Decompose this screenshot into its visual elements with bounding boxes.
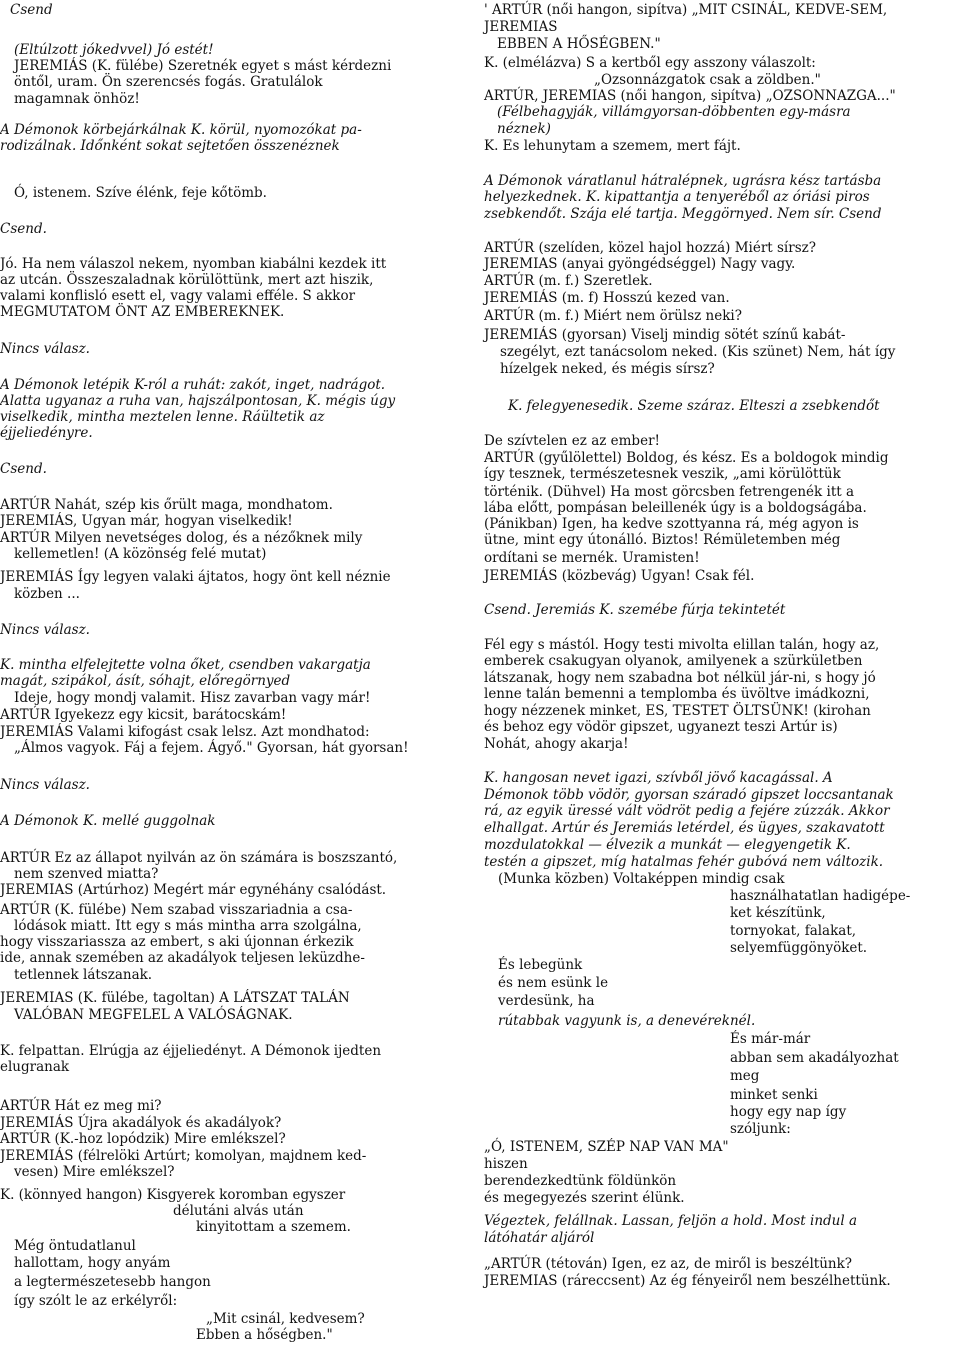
text-line: EBBEN A HŐSÉGBEN."	[497, 36, 661, 52]
text-line: K. mintha elfelejtette volna őket, csendben vakargatja	[0, 657, 371, 673]
text-line: rodizálnak. Időnként sokat sejtetően összenéznek	[0, 138, 340, 154]
text-line: JEREMIAS (Artúrhoz) Megért már egynéhány csalódást.	[0, 882, 387, 898]
text-line: (Félbehagyják, villámgyorsan-döbbenten egy-másra	[497, 104, 851, 120]
text-line: De szívtelen ez az ember!	[484, 433, 660, 449]
text-line: ' ARTÚR (női hangon, sipítva) „MIT CSINÁL, KEDVE-SEM,	[484, 2, 888, 18]
text-line: hogy visszariassza az embert, s aki újonnan érkezik	[0, 934, 354, 950]
text-line: néznek)	[497, 121, 551, 137]
text-line: ARTÚR (m. f.) Miért nem örülsz neki?	[484, 308, 742, 324]
text-line: délutáni alvás után	[173, 1203, 304, 1219]
text-line: Csend. Jeremiás K. szemébe fúrja tekintetét	[484, 602, 786, 618]
text-line: ARTÚR (gyűlölettel) Boldog, és kész. Es a boldogok mindig	[484, 450, 889, 466]
text-line: verdesünk, ha	[498, 993, 595, 1009]
text-line: így tesznek, természetesnek veszik, „ami körülöttük	[484, 466, 841, 482]
text-line: VALÓBAN MEGFELEL A VALÓSÁGNAK.	[14, 1007, 293, 1023]
text-line: K. felegyenesedik. Szeme száraz. Elteszi a zsebkendőt	[508, 398, 880, 414]
text-line: (Eltúlzott jókedvvel) Jó estét!	[14, 42, 214, 58]
text-line: ARTÚR (szelíden, közel hajol hozzá) Miért sírsz?	[484, 240, 816, 256]
text-line: helyezkednek. K. kipattantja a tenyeréből az óriási piros	[484, 189, 870, 205]
text-line: elugranak	[0, 1059, 70, 1075]
text-line: Csend.	[0, 461, 47, 477]
text-line: „Mit csinál, kedvesem?	[206, 1311, 365, 1327]
text-line: elhallgat. Artúr és Jeremiás letérdel, és ügyes, szakavatott	[484, 820, 885, 836]
text-line: Csend.	[0, 221, 47, 237]
text-line: Nincs válasz.	[0, 341, 90, 357]
text-line: A Démonok váratlanul hátralépnek, ugrásra kész tartásba	[484, 173, 882, 189]
text-line: tetlennek látszanak.	[14, 967, 153, 983]
text-line: és behoz egy vödör gipszet, ugyanezt teszi Artúr is)	[484, 719, 838, 735]
text-line: Ó, istenem. Szíve élénk, feje kőtömb.	[14, 185, 267, 201]
text-line: ARTÚR Hát ez meg mi?	[0, 1098, 162, 1114]
text-line: ARTÚR, JEREMIAS (női hangon, sipítva) „OZSONNAZGA..."	[484, 88, 896, 104]
text-line: Nohát, ahogy akarja!	[484, 736, 629, 752]
text-line: A Démonok körbejárkálnak K. körül, nyomozókat pa-	[0, 122, 362, 138]
text-line: „Ó, ISTENEM, SZÉP NAP VAN MA"	[484, 1139, 729, 1155]
text-line: JEREMIÁS (félrelöki Artúrt; komolyan, majdnem ked-	[0, 1148, 367, 1164]
text-line: az utcán. Összeszaladnak körülöttünk, mert azt hiszik,	[0, 272, 374, 288]
text-line: kellemetlen! (A közönség felé mutat)	[14, 546, 267, 562]
text-line: magamnak önhöz!	[14, 91, 140, 107]
text-line: ARTÚR Milyen nevetséges dolog, és a nézőknek mily	[0, 530, 363, 546]
text-line: tornyokat, falakat,	[730, 923, 857, 939]
text-line: használhatatlan hadigépe-	[730, 888, 911, 904]
text-line: JEREMIÁS (K. fülébe) Szeretnék egyet s mást kérdezni	[14, 58, 392, 74]
text-line: ARTÚR (m. f.) Szeretlek.	[484, 273, 653, 289]
text-line: emberek csakugyan olyanok, amilyenek a szürkületben	[484, 653, 863, 669]
text-line: hiszen	[484, 1156, 528, 1172]
text-line: testén a gipszet, míg hatalmas fehér gubóvá nem változik.	[484, 854, 884, 870]
text-line: Fél egy s mástól. Hogy testi mivolta elillan talán, hogy az,	[484, 637, 880, 653]
text-line: és nem esünk le	[498, 975, 609, 991]
text-line: JEREMIAS (anyai gyöngédséggel) Nagy vagy.	[484, 256, 796, 272]
text-line: JEREMIÁS (közbevág) Ugyan! Csak fél.	[484, 568, 755, 584]
text-line: A Démonok K. mellé guggolnak	[0, 813, 216, 829]
text-line: lába előtt, pompásan beleillenék úgy is a boldogságába.	[484, 500, 867, 516]
text-line: K. (elmélázva) S a kertből egy asszony válaszolt:	[484, 55, 816, 71]
text-line: vesen) Mire emlékszel?	[14, 1164, 175, 1180]
text-line: K. hangosan nevet igazi, szívből jövő kacagással. A	[484, 770, 833, 786]
text-line: Jó. Ha nem válaszol nekem, nyomban kiabálni kezdek itt	[0, 256, 387, 272]
text-line: „ARTÚR (tétován) Igen, ez az, de miről is beszéltünk?	[484, 1256, 853, 1272]
text-line: K. Es lehunytam a szemem, mert fájt.	[484, 138, 741, 154]
text-line: (Munka közben) Voltaképpen mindig csak	[498, 871, 785, 887]
text-line: így szólt le az erkélyről:	[14, 1293, 178, 1309]
text-line: és megegyezés szerint élünk.	[484, 1190, 685, 1206]
text-line: ARTÚR Ez az állapot nyilván az ön számára is boszszantó,	[0, 850, 398, 866]
text-line: JEREMIÁS, Ugyan már, hogyan viselkedik!	[0, 513, 293, 529]
text-line: hogy egy nap így	[730, 1104, 847, 1120]
text-line: (Pánikban) Igen, ha kedve szottyanna rá, még agyon is	[484, 516, 859, 532]
text-line: zsebkendőt. Szája elé tartja. Meggörnyed. Nem sír. Csend	[484, 206, 882, 222]
text-line: JEREMIÁS (gyorsan) Viselj mindig sötét színű kabát-	[484, 327, 846, 343]
text-line: viselkedik, mintha meztelen lenne. Ráültetik az	[0, 409, 325, 425]
text-line: szegélyt, ezt tanácsolom neked. (Kis szünet) Nem, hát így	[500, 344, 896, 360]
text-line: rá, az egyik üressé vált vödröt pedig a fejére zúzzák. Akkor	[484, 803, 890, 819]
text-line: hallottam, hogy anyám	[14, 1255, 171, 1271]
text-line: lenne talán bemenni a templomba és üvöltve imádkozni,	[484, 686, 870, 702]
text-line: És már-már	[730, 1031, 811, 1047]
text-line: ARTÚR (K. fülébe) Nem szabad visszariadnia a csa-	[0, 902, 353, 918]
text-line: minket senki	[730, 1087, 818, 1103]
text-line: ARTÚR Nahát, szép kis őrült maga, mondhatom.	[0, 497, 333, 513]
text-line: látóhatár aljáról	[484, 1230, 595, 1246]
text-line: Démonok több vödör, gyorsan száradó gipszet loccsantanak	[484, 787, 894, 803]
text-line: hogy nézzenek minket, ES, TESTET ÖLTSÜNK! (kirohan	[484, 703, 871, 719]
text-line: éjjeliedényre.	[0, 425, 93, 441]
text-line: JEREMIÁS (m. f) Hosszú kezed van.	[484, 290, 730, 306]
text-line: ordítani se mernék. Uramisten!	[484, 550, 700, 566]
text-line: ket készítünk,	[730, 905, 826, 921]
text-line: hízelgek neked, és mégis sírsz?	[500, 361, 715, 377]
text-line: JEREMIÁS Valami kifogást csak lelsz. Azt mondhatod:	[0, 724, 370, 740]
text-line: ütne, mint egy útonálló. Biztos! Rémületemben még	[484, 532, 841, 548]
text-line: látszanak, hogy nem szabadna bot nélkül jár-ni, s hogy jó	[484, 670, 876, 686]
text-line: Csend	[10, 2, 53, 18]
text-line: rútabbak vagyunk is, a denevéreknél.	[498, 1013, 756, 1029]
text-line: Nincs válasz.	[0, 622, 90, 638]
text-line: ide, annak szemében az akadályok teljesen leküzdhe-	[0, 950, 365, 966]
text-line: K. (könnyed hangon) Kisgyerek koromban egyszer	[0, 1187, 346, 1203]
text-line: A Démonok letépik K-ról a ruhát: zakót, inget, nadrágot.	[0, 377, 386, 393]
text-line: Végeztek, felállnak. Lassan, feljön a hold. Most indul a	[484, 1213, 858, 1229]
text-line: Nincs válasz.	[0, 777, 90, 793]
text-line: MEGMUTATOM ÖNT AZ EMBEREKNEK.	[0, 304, 285, 320]
text-line: magát, szipákol, ásít, sóhajt, előregörnyed	[0, 673, 291, 689]
text-line: történik. (Dühvel) Ha most görcsben fetrengenék itt a	[484, 484, 855, 500]
text-line: „Álmos vagyok. Fáj a fejem. Ágyő." Gyorsan, hát gyorsan!	[14, 740, 409, 756]
text-line: ARTÚR Igyekezz egy kicsit, barátocskám!	[0, 707, 287, 723]
text-line: K. felpattan. Elrúgja az éjjeliedényt. A Démonok ijedten	[0, 1043, 382, 1059]
text-line: nem szenved miatta?	[14, 866, 159, 882]
text-line: És lebegünk	[498, 957, 583, 973]
text-line: berendezkedtünk földünkön	[484, 1173, 677, 1189]
text-line: meg	[730, 1068, 760, 1084]
text-line: Ebben a hőségben."	[196, 1327, 333, 1343]
text-line: mozdulatokkal — élvezik a munkát — elegyengetik K.	[484, 837, 851, 853]
text-line: JEREMIÁS Így legyen valaki ájtatos, hogy önt kell néznie	[0, 569, 391, 585]
text-line: lódások miatt. Itt egy s más mintha arra szolgálna,	[14, 918, 362, 934]
text-line: a legtermészetesebb hangon	[14, 1274, 211, 1290]
text-line: közben ...	[14, 586, 80, 602]
text-line: JEREMIÁS Újra akadályok és akadályok?	[0, 1115, 282, 1131]
text-line: abban sem akadályozhat	[730, 1050, 899, 1066]
text-line: Alatta ugyanaz a ruha van, hajszálpontosan, K. mégis úgy	[0, 393, 396, 409]
text-line: JEREMIAS (K. fülébe, tagoltan) A LÁTSZAT TALÁN	[0, 990, 350, 1006]
text-line: kinyitottam a szemem.	[196, 1219, 351, 1235]
text-line: szóljunk:	[730, 1121, 791, 1137]
text-line: Ideje, hogy mondj valamit. Hisz zavarban vagy már!	[14, 690, 371, 706]
text-line: JEREMIAS (ráreccsent) Az ég fényeiről nem beszélhettünk.	[484, 1273, 891, 1289]
text-line: ARTÚR (K.-hoz lopódzik) Mire emlékszel?	[0, 1131, 286, 1147]
text-line: selyemfüggönyöket.	[730, 940, 868, 956]
text-line: valami konflisló esett el, vagy valami efféle. S akkor	[0, 288, 356, 304]
text-line: „Ozsonnázgatok csak a zöldben."	[594, 72, 821, 88]
text-line: JEREMIAS	[484, 19, 558, 35]
text-line: Még öntudatlanul	[14, 1238, 136, 1254]
text-line: öntől, uram. Ön szerencsés fogás. Gratulálok	[14, 74, 323, 90]
